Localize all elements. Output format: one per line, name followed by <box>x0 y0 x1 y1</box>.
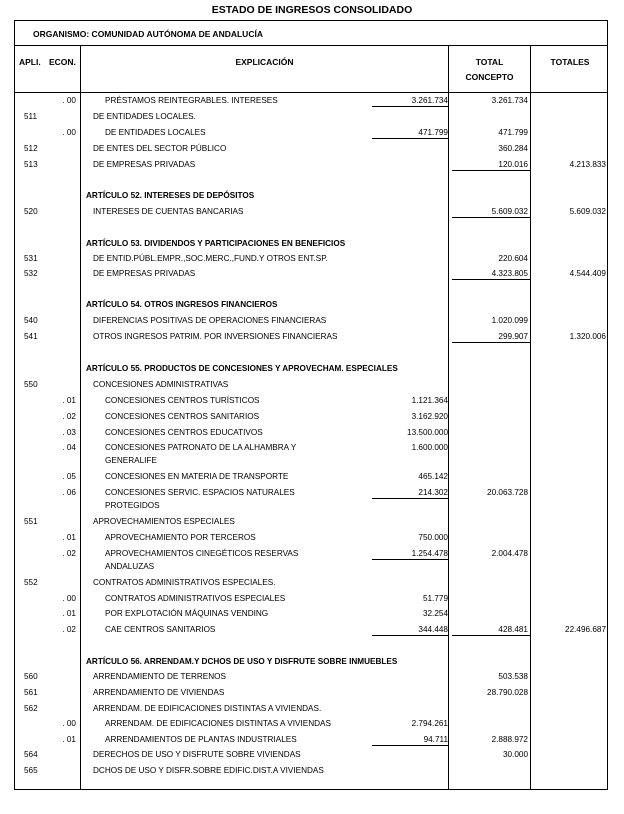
article-total: 4.544.409 <box>569 269 606 278</box>
subtotal-underline <box>452 342 530 343</box>
subconcept-amount: 51.779 <box>422 594 448 603</box>
header-totales: TOTALES <box>550 57 590 67</box>
row-description: APROVECHAMIENTO POR TERCEROS <box>105 533 256 542</box>
concept-total: 28.790.028 <box>487 688 528 697</box>
subtotal-underline <box>452 635 530 636</box>
apli-code: 550 <box>24 380 38 389</box>
article-title: ARTÍCULO 56. ARRENDAM.Y DCHOS DE USO Y DISFRUTE SOBRE INMUEBLES <box>86 657 398 666</box>
subtotal-underline <box>452 279 530 280</box>
subconcept-amount: 344.448 <box>418 625 448 634</box>
concept-total: 503.538 <box>498 672 528 681</box>
row-description: CONCESIONES CENTROS SANITARIOS <box>105 412 260 421</box>
apli-code: 540 <box>24 316 38 325</box>
row-description: ARRENDAMIENTOS DE PLANTAS INDUSTRIALES <box>105 735 297 744</box>
row-description: DE EMPRESAS PRIVADAS <box>93 269 196 278</box>
header-divider <box>15 92 607 93</box>
apli-code: 513 <box>24 160 38 169</box>
article-total: 5.609.032 <box>569 207 606 216</box>
article-title: ARTÍCULO 55. PRODUCTOS DE CONCESIONES Y APROVECHAM. ESPECIALES <box>86 364 398 373</box>
subconcept-amount: 471.799 <box>418 128 448 137</box>
subconcept-amount: 214.302 <box>418 488 448 497</box>
subconcept-amount: 465.142 <box>418 472 448 481</box>
econ-code: . 04 <box>62 443 76 452</box>
econ-code: . 03 <box>62 428 76 437</box>
concept-total: 120.016 <box>498 160 528 169</box>
apli-code: 551 <box>24 517 38 526</box>
row-description: DE ENTIDADES LOCALES <box>105 128 206 137</box>
econ-code: . 01 <box>62 735 76 744</box>
econ-code: . 05 <box>62 472 76 481</box>
row-description: CONTRATOS ADMINISTRATIVOS ESPECIALES <box>105 594 286 603</box>
row-description: CAE CENTROS SANITARIOS <box>105 625 216 634</box>
econ-code: . 06 <box>62 488 76 497</box>
row-description: DE ENTIDADES LOCALES. <box>93 112 196 121</box>
article-title: ARTÍCULO 53. DIVIDENDOS Y PARTICIPACIONES EN BENEFICIOS <box>86 239 346 248</box>
econ-code: . 02 <box>62 549 76 558</box>
apli-code: 541 <box>24 332 38 341</box>
subconcept-amount: 750.000 <box>418 533 448 542</box>
subconcept-amount: 32.254 <box>422 609 448 618</box>
row-description: DE ENTID.PÚBL.EMPR.,SOC.MERC.,FUND.Y OTROS ENT.SP. <box>93 254 328 263</box>
apli-code: 520 <box>24 207 38 216</box>
apli-code: 511 <box>24 112 38 121</box>
concept-total: 299.907 <box>498 332 528 341</box>
column-divider <box>448 45 449 789</box>
row-description: DIFERENCIAS POSITIVAS DE OPERACIONES FINANCIERAS <box>93 316 327 325</box>
concept-total: 30.000 <box>502 750 528 759</box>
row-description: DERECHOS DE USO Y DISFRUTE SOBRE VIVIENDAS <box>93 750 301 759</box>
concept-total: 4.323.805 <box>491 269 528 278</box>
subconcept-amount: 3.261.734 <box>411 96 448 105</box>
header-total-line1: TOTAL <box>475 57 504 67</box>
header-apli: APLI. <box>19 57 41 67</box>
concept-total: 220.604 <box>498 254 528 263</box>
row-description: APROVECHAMIENTOS CINEGÉTICOS RESERVAS ANDALUZAS <box>105 549 299 571</box>
header-explicacion: EXPLICACIÓN <box>235 57 294 67</box>
subtotal-underline <box>372 138 448 139</box>
row-description: DE ENTES DEL SECTOR PÚBLICO <box>93 144 227 153</box>
subtotal-underline <box>452 217 530 218</box>
row-description: CONCESIONES ADMINISTRATIVAS <box>93 380 229 389</box>
subconcept-amount: 94.711 <box>423 735 448 744</box>
apli-code: 564 <box>24 750 38 759</box>
row-description: INTERESES DE CUENTAS BANCARIAS <box>93 207 244 216</box>
concept-total: 2.888.972 <box>491 735 528 744</box>
article-title: ARTÍCULO 54. OTROS INGRESOS FINANCIEROS <box>86 300 278 309</box>
article-total: 1.320.006 <box>569 332 606 341</box>
row-description: CONCESIONES CENTROS EDUCATIVOS <box>105 428 263 437</box>
econ-code: . 00 <box>62 594 76 603</box>
subconcept-amount: 2.794.261 <box>411 719 448 728</box>
concept-total: 1.020.099 <box>491 316 528 325</box>
row-description: APROVECHAMIENTOS ESPECIALES <box>93 517 235 526</box>
row-description: PRÉSTAMOS REINTEGRABLES. INTERESES <box>105 96 278 105</box>
row-description: CONTRATOS ADMINISTRATIVOS ESPECIALES. <box>93 578 276 587</box>
row-description: POR EXPLOTACIÓN MÁQUINAS VENDING <box>105 609 269 618</box>
econ-code: . 02 <box>62 625 76 634</box>
concept-total: 471.799 <box>498 128 528 137</box>
header-total-line2: CONCEPTO <box>465 72 514 82</box>
row-description: DCHOS DE USO Y DISFR.SOBRE EDIFIC.DIST.A VIVIENDAS <box>93 766 324 775</box>
apli-code: 560 <box>24 672 38 681</box>
subconcept-amount: 13.500.000 <box>407 428 448 437</box>
econ-code: . 01 <box>62 396 76 405</box>
apli-code: 565 <box>24 766 38 775</box>
apli-code: 531 <box>24 254 38 263</box>
row-description: CONCESIONES EN MATERIA DE TRANSPORTE <box>105 472 289 481</box>
row-description: DE EMPRESAS PRIVADAS <box>93 160 196 169</box>
concept-total: 3.261.734 <box>491 96 528 105</box>
concept-total: 20.063.728 <box>487 488 528 497</box>
organismo-label: ORGANISMO: COMUNIDAD AUTÓNOMA DE ANDALUCÍA <box>33 29 263 39</box>
apli-code: 561 <box>24 688 38 697</box>
column-divider <box>530 45 531 789</box>
article-total: 22.496.687 <box>565 625 606 634</box>
header-econ: ECON. <box>49 57 76 67</box>
subtotal-underline <box>372 559 448 560</box>
apli-code: 562 <box>24 704 38 713</box>
row-description: ARRENDAMIENTO DE VIVIENDAS <box>93 688 225 697</box>
subconcept-amount: 1.600.000 <box>411 443 448 452</box>
row-description: ARRENDAMIENTO DE TERRENOS <box>93 672 226 681</box>
econ-code: . 00 <box>62 96 76 105</box>
organismo-row <box>15 21 607 46</box>
row-description: ARRENDAM. DE EDIFICACIONES DISTINTAS A VIVIENDAS. <box>93 704 322 713</box>
subtotal-underline <box>372 745 448 746</box>
document-title: ESTADO DE INGRESOS CONSOLIDADO <box>211 4 413 16</box>
concept-total: 360.284 <box>498 144 528 153</box>
row-description: OTROS INGRESOS PATRIM. POR INVERSIONES FINANCIERAS <box>93 332 338 341</box>
subtotal-underline <box>372 635 448 636</box>
econ-code: . 02 <box>62 412 76 421</box>
column-divider <box>80 45 81 789</box>
concept-total: 5.609.032 <box>491 207 528 216</box>
subconcept-amount: 3.162.920 <box>411 412 448 421</box>
subtotal-underline <box>372 498 448 499</box>
subconcept-amount: 1.121.364 <box>411 396 448 405</box>
subconcept-amount: 1.254.478 <box>411 549 448 558</box>
row-description: ARRENDAM. DE EDIFICACIONES DISTINTAS A VIVIENDAS <box>105 719 331 728</box>
econ-code: . 00 <box>62 128 76 137</box>
subtotal-underline <box>452 170 530 171</box>
row-description: CONCESIONES PATRONATO DE LA ALHAMBRA Y GENERALIFE <box>105 443 297 465</box>
subtotal-underline <box>372 106 448 107</box>
row-description: CONCESIONES CENTROS TURÍSTICOS <box>105 396 260 405</box>
apli-code: 512 <box>24 144 38 153</box>
article-total: 4.213.833 <box>569 160 606 169</box>
concept-total: 428.481 <box>498 625 528 634</box>
econ-code: . 00 <box>62 719 76 728</box>
econ-code: . 01 <box>62 533 76 542</box>
concept-total: 2.004.478 <box>491 549 528 558</box>
apli-code: 532 <box>24 269 38 278</box>
row-description: CONCESIONES SERVIC. ESPACIOS NATURALES PROTEGIDOS <box>105 488 295 510</box>
econ-code: . 01 <box>62 609 76 618</box>
article-title: ARTÍCULO 52. INTERESES DE DEPÓSITOS <box>86 191 255 200</box>
apli-code: 552 <box>24 578 38 587</box>
